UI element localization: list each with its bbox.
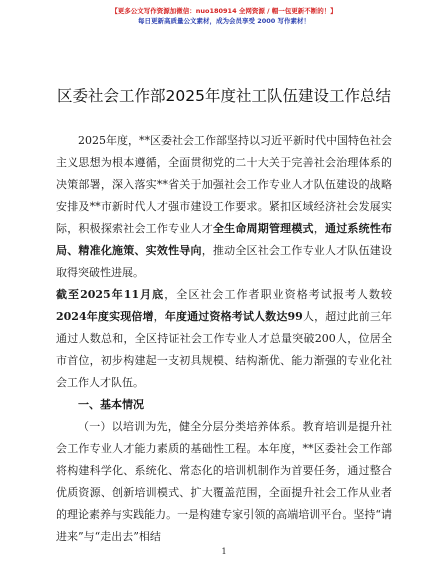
- stats-emphasis-1: 2024年度实现倍增: [56, 310, 154, 323]
- paragraph-intro: [56, 130, 392, 284]
- intro-emphasis-1: 全生命周期管理模式: [212, 222, 314, 235]
- promo-line-2: 每日更新高质量公文素材，成为会员享受 2000 写作素材！: [137, 17, 311, 25]
- document-body: [56, 130, 392, 548]
- document-title: 区委社会工作部2025年度社工队伍建设工作总结: [57, 87, 391, 105]
- intro-text: 2025年度，**区委社会工作部坚持以习近平新时代中国特色社会主义思想为根本遵循，全面贯彻党的二十大关于完善社会治理体系的决策部署，深入落实**省关于加强社会工作专业人才队伍建设的战略安排及**市新时代人才强市建设工作要求。紧扣区域经济社会发展实际，积极探索社会工作专业人才: [56, 134, 392, 235]
- stats-tail: 人，超过此前三年通过人数总和，全区持证社会工作专业人才总量突破200人，位居全市首位，初步构建起一支初具规模、结构渐优、能力渐强的专业化社会工作人才队伍。: [56, 310, 393, 389]
- intro-comma: ，: [313, 222, 325, 235]
- promo-line-1: 【更多公文写作资源加微信：nuo180914 全网资源 / 帽一包更新不断的！】: [111, 7, 337, 15]
- stats-text: ，全区社会工作者职业资格考试报考人数较: [164, 288, 392, 301]
- promo-banner: [0, 6, 448, 26]
- stats-date: 截至2025年11月底: [56, 288, 165, 301]
- stats-comma: ，: [153, 310, 165, 323]
- intro-emphasis-2: 通过系统性布局、精准化施策、实效性导向: [56, 222, 393, 257]
- page-number: 1: [221, 547, 227, 556]
- section-heading: 一、基本情况: [78, 398, 144, 411]
- paragraph-stats: [56, 284, 392, 394]
- paragraph-training: （一）以培训为先，健全分层分类培养体系。教育培训是提升社会工作专业人才能力素质的基础性工程。本年度，**区委社会工作部将构建科学化、系统化、常态化的培训机制作为首要任务，通过整合优质资源、创新培训模式、扩大覆盖范围，全面提升社会工作从业者的理论素养与实践能力。一是构建专家引领的高端培训平台。坚持“请进来”与“走出去”相结: [56, 420, 392, 543]
- intro-tail: ，推动全区社会工作专业人才队伍建设取得突破性进展。: [56, 244, 393, 279]
- stats-emphasis-2: 年度通过资格考试人数达99: [164, 310, 303, 323]
